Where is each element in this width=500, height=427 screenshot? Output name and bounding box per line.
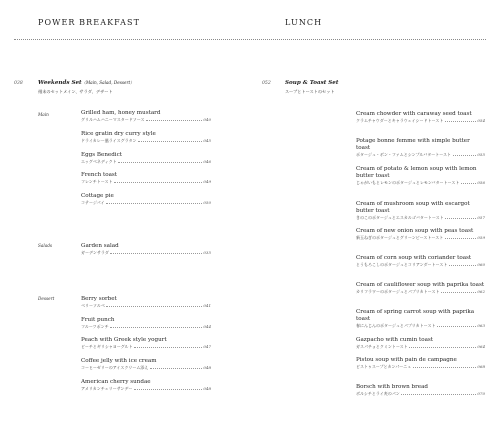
menu-item — [356, 255, 485, 268]
item-name: Gazpacho with cumin toast — [356, 337, 434, 343]
item-jp: 新玉ねぎのポタージュとグリーンピーストースト — [356, 234, 444, 240]
item-jp: コテージパイ — [81, 199, 105, 205]
dot-leader — [134, 389, 202, 390]
item-jp: とうもろこしのポタージュとコリアンダートースト — [356, 261, 448, 267]
item-name: Coffee jelly with ice cream — [81, 358, 157, 364]
menu-item — [356, 138, 485, 158]
item-code: 040 — [203, 116, 211, 122]
dot-leader — [138, 141, 202, 142]
item-name: Peach with Greek style yogurt — [81, 337, 167, 343]
dot-leader — [401, 394, 476, 395]
section-label-dessert: Dessert — [38, 296, 55, 301]
dot-leader — [445, 121, 476, 122]
item-code: 060 — [477, 261, 485, 267]
item-name: Fruit punch — [81, 317, 115, 323]
menu-item — [356, 357, 485, 370]
menu-item — [356, 111, 485, 124]
dot-leader — [106, 306, 202, 307]
item-jp: ドライカレー風ライスグラタン — [81, 137, 137, 143]
section-label-main: Main — [38, 112, 49, 117]
item-code: 035 — [203, 249, 211, 255]
menu-item — [356, 384, 485, 397]
item-name: Garden salad — [81, 243, 119, 249]
item-name: Berry sorbet — [81, 296, 117, 302]
menu-item — [81, 337, 211, 350]
menu-item — [81, 193, 211, 206]
set-title-lunch: Soup & Toast Set — [285, 80, 339, 86]
dot-leader — [134, 347, 202, 348]
item-code: 050 — [203, 199, 211, 205]
dot-leader — [461, 183, 476, 184]
item-jp: クラムチャウダーとキャラウェイシードトースト — [356, 117, 444, 123]
item-jp: ベリーソルベ — [81, 302, 105, 308]
menu-item — [81, 152, 211, 165]
item-name: Cream of cauliflower soup with paprika toast — [356, 282, 485, 288]
set-number-lunch: 052 — [262, 81, 271, 86]
item-jp: ボルシチとライ麦のパン — [356, 390, 400, 396]
menu-item — [356, 166, 485, 186]
item-name: Cream of new onion soup with peas toast — [356, 228, 474, 234]
item-jp: フレンチトースト — [81, 178, 113, 184]
dot-leader — [445, 238, 476, 239]
dot-leader — [110, 327, 202, 328]
item-code: 048 — [203, 364, 211, 370]
item-jp: エッグベネディクト — [81, 158, 117, 164]
menu-item — [81, 358, 211, 371]
item-jp: ガスパチョとクミントースト — [356, 343, 408, 349]
item-name: Cream of potato & lemon soup with lemon butter toast — [356, 166, 477, 179]
item-code: 044 — [203, 323, 211, 329]
item-jp: きのこのポタージュとエスカルゴバタートースト — [356, 214, 444, 220]
menu-item — [356, 228, 485, 241]
section-label-salads: Salads — [38, 243, 53, 248]
item-code: 057 — [477, 214, 485, 220]
item-name: Cream of corn soup with coriander toast — [356, 255, 472, 261]
menu-item — [356, 337, 485, 350]
set-number-breakfast: 038 — [14, 81, 23, 86]
page-title-lunch: LUNCH — [285, 18, 323, 27]
item-code: 046 — [203, 158, 211, 164]
item-code: 070 — [477, 390, 485, 396]
set-subtitle: （Main, Salad, Dessert） — [81, 80, 135, 85]
item-code: 063 — [477, 322, 485, 328]
menu-item — [81, 243, 211, 256]
dot-leader — [441, 292, 476, 293]
header-divider — [14, 39, 486, 40]
item-name: French toast — [81, 172, 118, 178]
item-jp: じゃがいもとレモンのポタージュとレモンバタートースト — [356, 179, 460, 185]
item-jp: ポタージュ・ボン・ファムとシンプルバタートースト — [356, 151, 452, 157]
item-jp: ピストゥスープとカンパーニュ — [356, 363, 412, 369]
item-code: 062 — [477, 288, 485, 294]
item-code: 045 — [203, 137, 211, 143]
item-code: 064 — [477, 343, 485, 349]
item-name: Cottage pie — [81, 193, 114, 199]
item-name: Cream chowder with caraway seed toast — [356, 111, 472, 117]
item-code: 056 — [477, 179, 485, 185]
item-name: Pistou soup with pain de campagne — [356, 357, 457, 363]
item-code: 055 — [477, 151, 485, 157]
set-jp-lunch: スープとトーストのセット — [285, 88, 335, 94]
dot-leader — [146, 120, 202, 121]
menu-item — [81, 131, 211, 144]
item-jp: ガーデンサラダ — [81, 249, 109, 255]
menu-item — [81, 296, 211, 309]
menu-item — [81, 110, 211, 123]
dot-leader — [413, 367, 476, 368]
item-code: 059 — [477, 234, 485, 240]
item-code: 041 — [203, 302, 211, 308]
item-jp: ピーチとギリシャヨーグルト — [81, 343, 133, 349]
item-name: Borsch with brown bread — [356, 384, 429, 390]
item-jp: カリフラワーのポタージュとパプリカトースト — [356, 288, 440, 294]
item-name: Grilled ham, honey mustard — [81, 110, 161, 116]
item-jp: コーヒーゼリーのアイスクリーム添え — [81, 364, 149, 370]
menu-item — [81, 379, 211, 392]
menu-item — [356, 309, 485, 329]
item-code: 049 — [203, 178, 211, 184]
item-name: American cherry sundae — [81, 379, 151, 385]
menu-item — [81, 317, 211, 330]
page-title-breakfast: POWER BREAKFAST — [38, 18, 141, 27]
dot-leader — [114, 182, 202, 183]
dot-leader — [110, 253, 201, 254]
item-code: 054 — [477, 117, 485, 123]
dot-leader — [453, 155, 476, 156]
dot-leader — [106, 203, 202, 204]
item-name: Cream of mushroom soup with escargot butter toast — [356, 201, 470, 214]
item-name: Eggs Benedict — [81, 152, 122, 158]
menu-item — [81, 172, 211, 185]
item-code: 048 — [203, 385, 211, 391]
item-name: Rice gratin dry curry style — [81, 131, 156, 137]
item-name: Cream of spring carrot soup with paprika toast — [356, 309, 475, 322]
menu-item — [356, 282, 485, 295]
dot-leader — [445, 218, 476, 219]
set-title-text: Weekends Set — [38, 80, 82, 86]
dot-leader — [437, 326, 476, 327]
dot-leader — [449, 265, 476, 266]
menu-item — [356, 201, 485, 221]
item-code: 047 — [203, 343, 211, 349]
item-jp: グリルハムハニーマスタードソース — [81, 116, 145, 122]
item-code: 068 — [477, 363, 485, 369]
item-name: Potage bonne femme with simple butter toast — [356, 138, 470, 151]
dot-leader — [118, 162, 202, 163]
item-jp: 春にんじんのポタージュとパプリカトースト — [356, 322, 436, 328]
dot-leader — [150, 368, 202, 369]
set-title-breakfast — [38, 80, 134, 86]
item-jp: アメリカンチェリーサンデー — [81, 385, 133, 391]
item-jp: フルーツポンチ — [81, 323, 109, 329]
dot-leader — [409, 347, 476, 348]
set-jp-breakfast: 週末のセットメイン、サラダ、デザート — [38, 88, 113, 94]
